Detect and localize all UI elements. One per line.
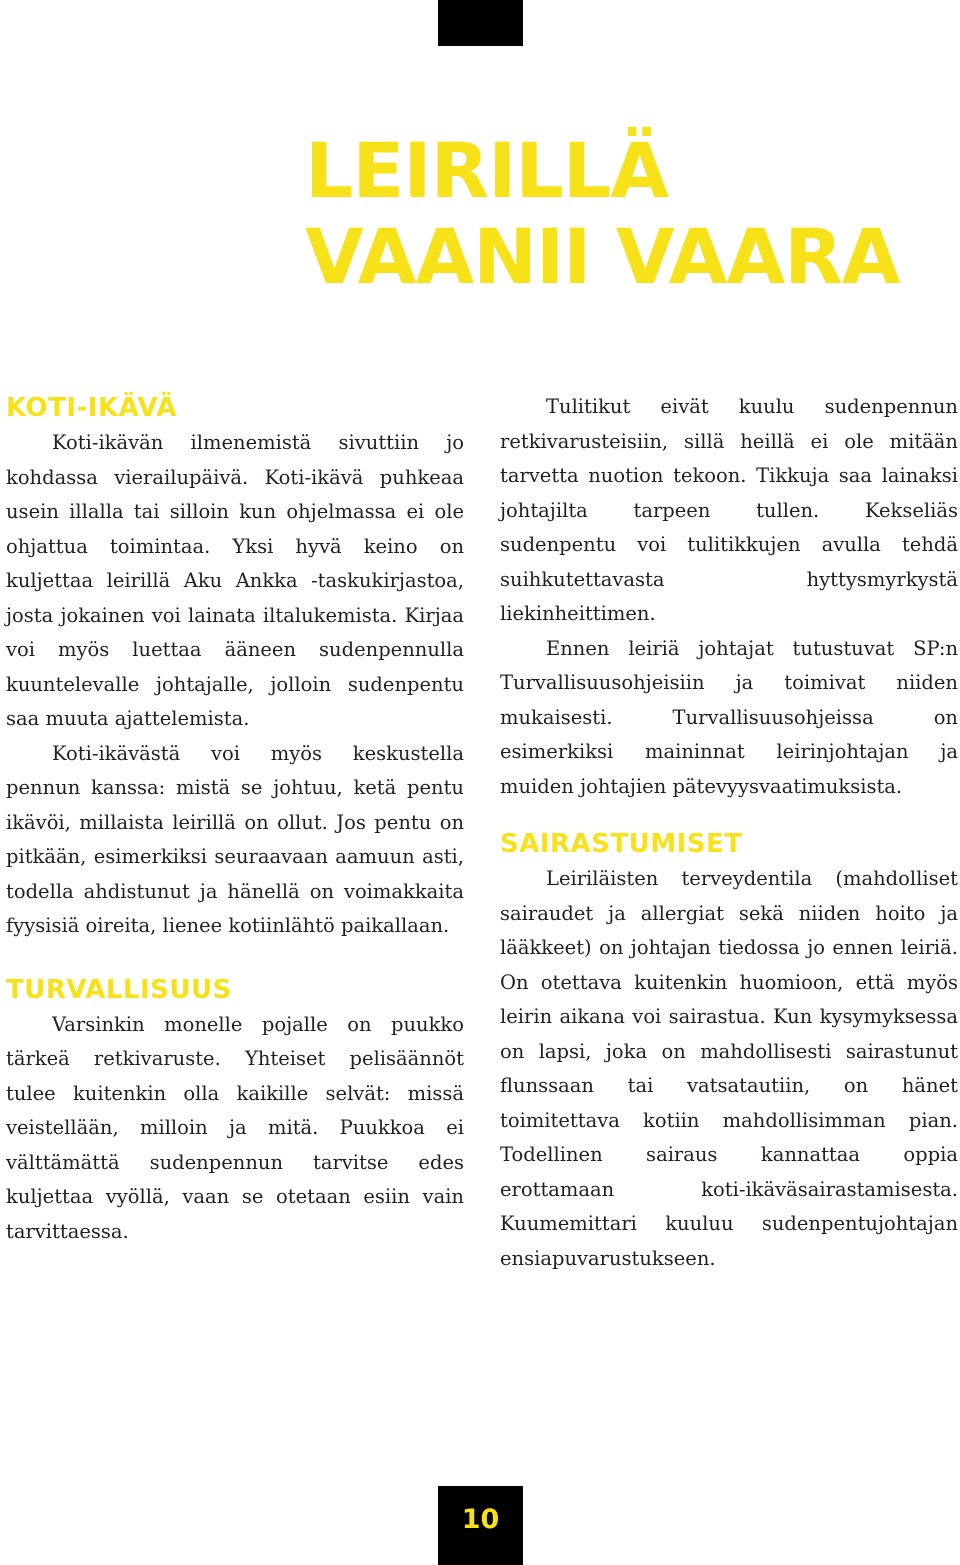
heading-koti-ikava: KOTI-IKÄVÄ	[6, 393, 177, 423]
turvallisuus-paragraph-3: Ennen leiriä johtajat tutustuvat SP:n Turvallisuusohjeisiin ja toimivat niiden mukaisesti. Turvallisuusohjeissa on esimerkiksi maininnat leirinjohtajan ja muiden johtajien pätevyysvaatimuksista.	[500, 636, 958, 798]
section-spacer	[500, 804, 958, 826]
page-title	[305, 128, 900, 300]
right-column	[500, 390, 958, 1276]
koti-ikava-paragraph-2: Koti-ikävästä voi myös keskustella pennun kanssa: mistä se johtuu, ketä pentu ikävöi, millaista leirillä on ollut. Jos pentu on pitkään, esimerkiksi seuraavaan aamuun asti, todella ahdistunut ja hänellä on voimakkaita fyysisiä oireita, lienee kotiinlähtö paikallaan.	[6, 741, 464, 937]
title-line-2: VAANII VAARA	[305, 212, 900, 301]
top-black-tab	[438, 0, 523, 46]
turvallisuus-paragraph-1: Varsinkin monelle pojalle on puukko tärkeä retkivaruste. Yhteiset pelisäännöt tulee kuitenkin olla kaikille selvät: missä veistellään, milloin ja mitä. Puukkoa ei välttämättä sudenpennun tarvitse edes kuljettaa vyöllä, vaan se otetaan esiin vain tarvittaessa.	[6, 1012, 464, 1243]
section-spacer	[6, 944, 464, 966]
left-column	[6, 390, 464, 1249]
turvallisuus-paragraph-2: Tulitikut eivät kuulu sudenpennun retkivarusteisiin, sillä heillä ei ole mitään tarvetta nuotion tekoon. Tikkuja saa lainaksi johtajilta tarpeen tullen. Kekseliäs sudenpentu voi tulitikkujen avulla tehdä suihkutettavasta hyttysmyrkystä liekinheittimen.	[500, 395, 958, 625]
page-number-box	[438, 1486, 523, 1565]
heading-sairastumiset: SAIRASTUMISET	[500, 829, 743, 859]
heading-turvallisuus: TURVALLISUUS	[6, 974, 232, 1005]
koti-ikava-paragraph-1: Koti-ikävän ilmenemistä sivuttiin jo kohdassa vierailupäivä. Koti-ikävä puhkeaa usein illalla tai silloin kun ohjelmassa ei ole ohjattua toimintaa. Yksi hyvä keino on kuljettaa leirillä Aku Ankka -taskukirjastoa, josta jokainen voi lainata iltalukemista. Kirjaa voi myös luettaa ääneen sudenpennulla kuuntelevalle johtajalle, jolloin sudenpentu saa muuta ajattelemista.	[6, 431, 464, 730]
title-line-1: LEIRILLÄ	[305, 126, 669, 215]
sairastumiset-paragraph-1: Leiriläisten terveydentila (mahdolliset sairaudet ja allergiat sekä niiden hoito ja lääkkeet) on johtajan tiedossa jo ennen leiriä. On otettava kuitenkin huomioon, että myös leirin aikana voi sairastua. Kun kysymyksessa on lapsi, joka on mahdollisesti sairastunut flunssaan tai vatsatautiin, on hänet toimitettava kotiin mahdollisimman pian. Todellinen sairaus kannattaa oppia erottamaan koti-ikäväsairastamisesta. Kuumemittari kuuluu sudenpentujohtajan ensiapuvarustukseen.	[500, 867, 958, 1270]
page-number: 10	[461, 1504, 500, 1535]
